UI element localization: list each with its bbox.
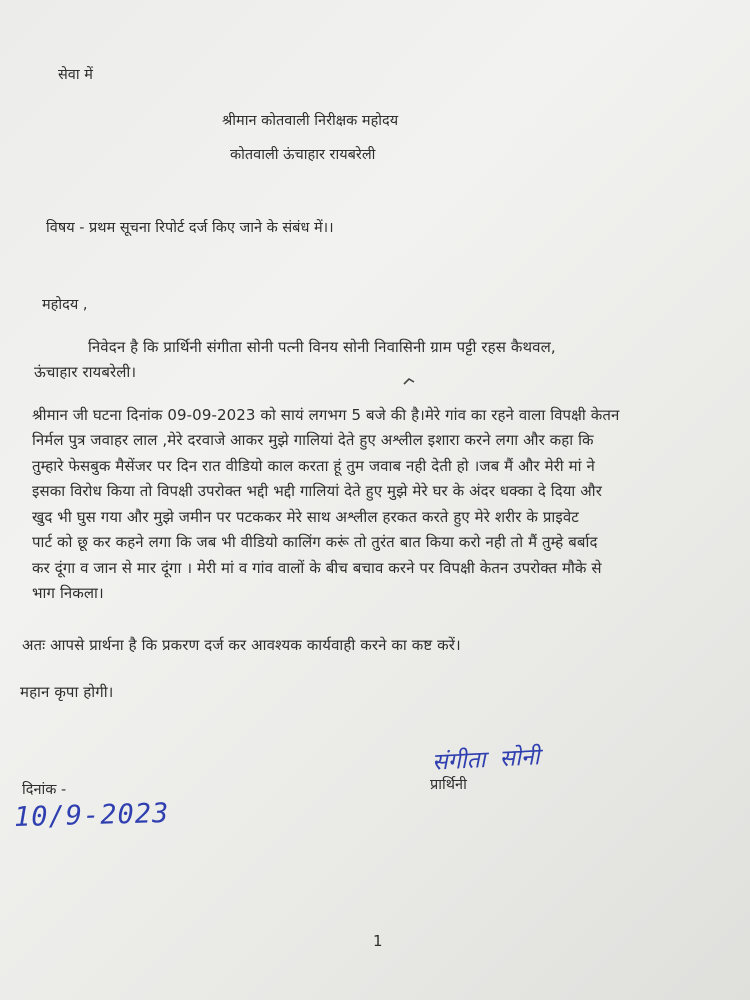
body-line: कर दूंगा व जान से मार दूंगा । मेरी मां व गांव वालों के बीच बचाव करने पर विपक्षी केतन उपरोक्त मौके से bbox=[32, 559, 602, 577]
body-line: भाग निकला। bbox=[32, 584, 104, 602]
request-line: अतः आपसे प्रार्थना है कि प्रकरण दर्ज कर आवश्यक कार्यवाही करने का कष्ट करें। bbox=[22, 636, 461, 654]
handwritten-date: 10/9-2023 bbox=[13, 797, 170, 834]
recipient-office: कोतवाली ऊंचाहार रायबरेली bbox=[230, 147, 376, 163]
page-number: 1 bbox=[373, 932, 383, 950]
signatory-label: प्रार्थिनी bbox=[430, 777, 467, 793]
body-line: पार्ट को छू कर कहने लगा कि जब भी वीडियो कालिंग करूं तो तुरंत बात किया करो नही तो मैं तुम्हे बर्बाद bbox=[32, 533, 598, 551]
stray-mark bbox=[403, 376, 415, 386]
subject-line: विषय - प्रथम सूचना रिपोर्ट दर्ज किए जाने के संबंध में।। bbox=[46, 220, 334, 236]
body-line: निर्मल पुत्र जवाहर लाल ,मेरे दरवाजे आकर मुझे गालियां देते हुए अश्लील इशारा करने लगा और कहा कि bbox=[32, 431, 594, 449]
closing-line: महान कृपा होगी। bbox=[20, 683, 114, 701]
body-line: तुम्हारे फेसबुक मैसेंजर पर दिन रात वीडियो काल करता हूं तुम जवाब नही देती हो ।जब मैं और मेरी मां ने bbox=[32, 457, 595, 475]
date-label: दिनांक - bbox=[22, 782, 67, 798]
body-line: खुद भी घुस गया और मुझे जमीन पर पटककर मेरे साथ अश्लील हरकत करते हुए मेरे शरीर के प्राइवेट bbox=[32, 508, 579, 526]
salutation-to: सेवा में bbox=[58, 67, 93, 83]
recipient-title: श्रीमान कोतवाली निरीक्षक महोदय bbox=[222, 113, 399, 129]
body-line: इसका विरोध किया तो विपक्षी उपरोक्त भद्दी भद्दी गालियां देते हुए मुझे मेरे घर के अंदर धक्का दे दिया और bbox=[32, 482, 602, 500]
intro-line-1: निवेदन है कि प्रार्थिनी संगीता सोनी पत्नी विनय सोनी निवासिनी ग्राम पट्टी रहस कैथवल, bbox=[88, 338, 556, 356]
body-line: श्रीमान जी घटना दिनांक 09-09-2023 को सायं लगभग 5 बजे की है।मेरे गांव का रहने वाला विपक्षी केतन bbox=[32, 406, 620, 424]
greeting: महोदय , bbox=[42, 297, 88, 313]
signature: संगीता सोनी bbox=[431, 744, 541, 776]
intro-line-2: ऊंचाहार रायबरेली। bbox=[34, 363, 137, 381]
